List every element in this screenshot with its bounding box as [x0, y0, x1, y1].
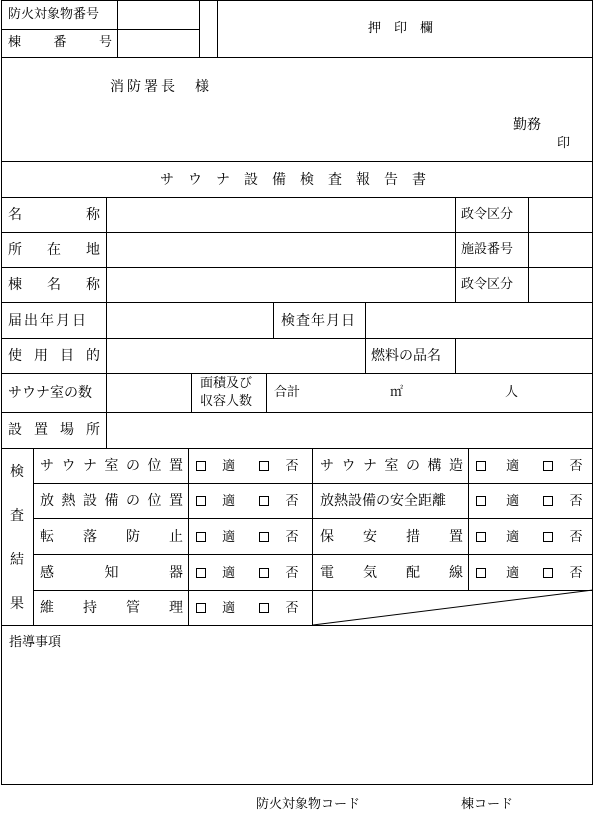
heater-safe-distance-label: 放熱設備の安全距離 — [320, 493, 446, 509]
results-label-1: 検 — [10, 464, 24, 480]
sauna-count-field[interactable] — [107, 374, 191, 412]
ng-checkbox[interactable] — [543, 496, 553, 506]
fire-chief-addressee: 消防署長 様 — [110, 79, 212, 95]
facility-number-field[interactable] — [529, 233, 592, 267]
location-label: 所 在 地 — [8, 242, 100, 258]
building-number-label: 棟 番 号 — [8, 35, 112, 50]
ok-checkbox[interactable] — [196, 461, 206, 471]
location-field[interactable] — [107, 233, 455, 267]
building-name-label: 棟 名 称 — [8, 277, 100, 293]
check-pair — [476, 495, 582, 508]
fire-object-code-label: 防火対象物コード — [256, 797, 361, 812]
fall-prevention-label: 転 落 防 止 — [40, 529, 183, 545]
maintenance-label: 維 持 管 理 — [40, 600, 183, 616]
check-pair — [196, 531, 298, 544]
ok-label: 適 — [222, 494, 236, 509]
people-unit: 人 — [505, 385, 519, 400]
seal-mark: 印 — [557, 136, 571, 151]
results-label-2: 査 — [10, 508, 24, 524]
ok-checkbox[interactable] — [476, 496, 486, 506]
ok-label: 適 — [506, 530, 520, 545]
ordinance-class-label: 政令区分 — [461, 207, 514, 222]
results-label-3: 結 — [10, 552, 24, 568]
purpose-field[interactable] — [107, 339, 365, 373]
facility-number-label: 施設番号 — [461, 242, 514, 257]
page-title: サ ウ ナ 設 備 検 査 報 告 書 — [160, 172, 426, 188]
results-label-4: 果 — [10, 596, 24, 612]
ng-label: 否 — [285, 601, 299, 616]
fuel-name-field[interactable] — [456, 339, 592, 373]
ng-label: 否 — [569, 530, 583, 545]
ok-checkbox[interactable] — [196, 603, 206, 613]
area-capacity-label-2: 収容人数 — [200, 394, 253, 409]
ng-label: 否 — [569, 459, 583, 474]
sauna-room-position-label: サ ウ ナ 室 の 位 置 — [40, 458, 183, 474]
check-pair — [196, 495, 298, 508]
purpose-label: 使 用 目 的 — [8, 348, 100, 364]
ok-checkbox[interactable] — [196, 532, 206, 542]
check-pair — [196, 460, 298, 473]
inspection-date-label: 検査年月日 — [281, 313, 356, 329]
ng-checkbox[interactable] — [543, 532, 553, 542]
ng-checkbox[interactable] — [259, 532, 269, 542]
fuel-name-label: 燃料の品名 — [371, 348, 441, 364]
check-pair — [476, 531, 582, 544]
ng-checkbox[interactable] — [543, 461, 553, 471]
building-number-field[interactable] — [118, 30, 199, 57]
ok-label: 適 — [222, 459, 236, 474]
electrical-wiring-label: 電 気 配 線 — [320, 565, 463, 581]
installation-place-field[interactable] — [107, 413, 592, 448]
ok-label: 適 — [506, 459, 520, 474]
area-capacity-label-1: 面積及び — [200, 376, 253, 391]
ok-label: 適 — [506, 566, 520, 581]
fire-object-number-label: 防火対象物番号 — [8, 7, 100, 22]
check-pair — [476, 567, 582, 580]
ok-label: 適 — [222, 566, 236, 581]
name-label: 名 称 — [8, 207, 100, 223]
ng-checkbox[interactable] — [543, 568, 553, 578]
building-code-label: 棟コード — [461, 797, 514, 812]
ng-checkbox[interactable] — [259, 496, 269, 506]
check-pair — [196, 602, 298, 615]
guidance-field[interactable] — [2, 652, 592, 783]
sauna-room-structure-label: サ ウ ナ 室 の 構 造 — [320, 458, 463, 474]
ok-label: 適 — [222, 530, 236, 545]
ordinance-class-field-2[interactable] — [529, 268, 592, 302]
seal-column-label: 押 印 欄 — [368, 21, 434, 36]
ok-label: 適 — [506, 494, 520, 509]
ng-label: 否 — [569, 566, 583, 581]
building-name-field[interactable] — [107, 268, 455, 302]
installation-place-label: 設 置 場 所 — [8, 422, 100, 438]
sauna-count-label: サウナ室の数 — [8, 385, 92, 401]
detector-label: 感 知 器 — [40, 565, 183, 581]
office-label: 勤務 — [513, 117, 541, 133]
notification-date-field[interactable] — [107, 303, 273, 338]
check-pair — [476, 460, 582, 473]
ok-checkbox[interactable] — [476, 532, 486, 542]
area-unit: ㎡ — [390, 385, 404, 400]
name-field[interactable] — [107, 198, 455, 232]
fire-object-number-field[interactable] — [118, 1, 199, 29]
ok-checkbox[interactable] — [476, 461, 486, 471]
ok-checkbox[interactable] — [476, 568, 486, 578]
ordinance-class-field[interactable] — [529, 198, 592, 232]
ok-label: 適 — [222, 601, 236, 616]
ordinance-class-label-2: 政令区分 — [461, 277, 514, 292]
inspection-date-field[interactable] — [366, 303, 592, 338]
ng-label: 否 — [285, 530, 299, 545]
guidance-label: 指導事項 — [9, 635, 62, 650]
safety-measures-label: 保 安 措 置 — [320, 529, 463, 545]
ok-checkbox[interactable] — [196, 496, 206, 506]
notification-date-label: 届出年月日 — [8, 313, 88, 329]
ng-label: 否 — [285, 566, 299, 581]
ng-label: 否 — [285, 459, 299, 474]
heater-position-label: 放 熱 設 備 の 位 置 — [40, 493, 183, 509]
ng-label: 否 — [285, 494, 299, 509]
ng-label: 否 — [569, 494, 583, 509]
ng-checkbox[interactable] — [259, 568, 269, 578]
ng-checkbox[interactable] — [259, 461, 269, 471]
ok-checkbox[interactable] — [196, 568, 206, 578]
ng-checkbox[interactable] — [259, 603, 269, 613]
total-label: 合計 — [274, 385, 301, 400]
check-pair — [196, 567, 298, 580]
